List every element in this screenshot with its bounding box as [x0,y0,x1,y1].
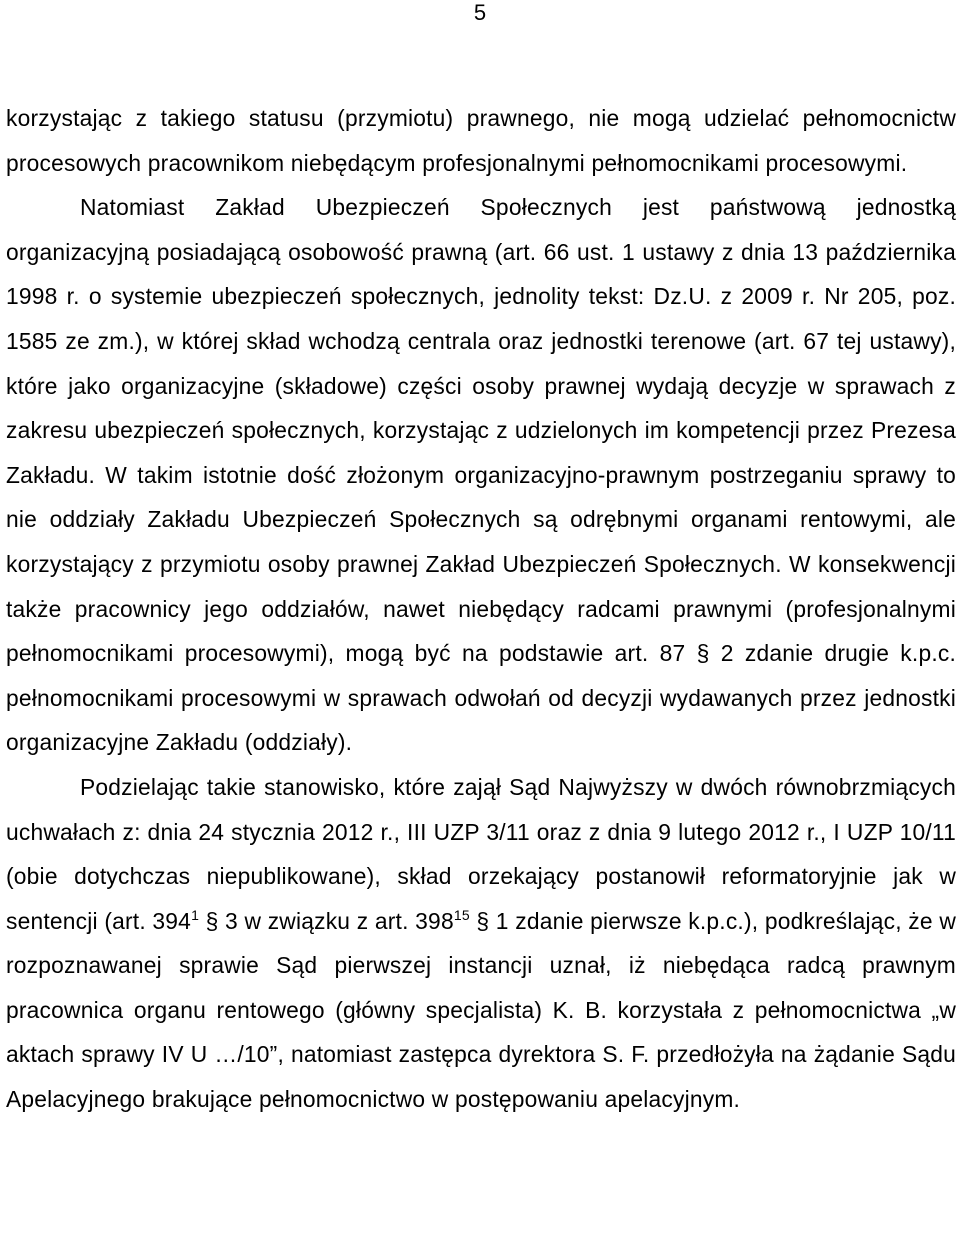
paragraph-text: § 1 zdanie pierwsze k.p.c.), podkreślając, że w rozpoznawanej sprawie Sąd pierwszej instancji uznał, iż niebędąca radcą prawnym pracownica organu rentowego (główny specjalista) K. B. korzystała z pełnomocnictwa „w aktach sprawy IV U …/10”, natomiast zastępca dyrektora S. F. przedłożyła na żądanie Sądu Apelacyjnego brakujące pełnomocnictwo w postępowaniu apelacyjnym. [6,907,957,1113]
paragraph [6,185,956,765]
superscript: 15 [453,906,470,923]
paragraph-text: Podzielając takie stanowisko, które zajął Sąd Najwyższy w dwóch równobrzmiących uchwałach z: dnia 24 stycznia 2012 r., III UZP 3/11 oraz z dnia 9 lutego 2012 r., I UZP 10/11 (obie dotychczas niepublikowane), skład orzekający postanowił reformatoryjnie jak w sentencji (art. 394 [6,773,956,934]
paragraph [6,765,956,1122]
paragraph-text: Natomiast Zakład Ubezpieczeń Społecznych jest państwową jednostką organizacyjną posiadającą osobowość prawną (art. 66 ust. 1 ustawy z dnia 13 października 1998 r. o systemie ubezpieczeń społecznych, jednolity tekst: Dz.U. z 2009 r. Nr 205, poz. 1585 ze zm.), w której skład wchodzą centrala oraz jednostki terenowe (art. 67 tej ustawy), które jako organizacyjne (składowe) części osoby prawnej wydają decyzje w sprawach z zakresu ubezpieczeń społecznych, korzystając z udzielonych im kompetencji przez Prezesa Zakładu. W takim istotnie dość złożonym organizacyjno-prawnym postrzeganiu sprawy to nie oddziały Zakładu Ubezpieczeń Społecznych są odrębnymi organami rentowymi, ale korzystający z przymiotu osoby prawnej Zakład Ubezpieczeń Społecznych. W konsekwencji także pracownicy jego oddziałów, nawet niebędący radcami prawnymi (profesjonalnymi pełnomocnikami procesowymi), mogą być na podstawie art. 87 § 2 zdanie drugie k.p.c. pełnomocnikami procesowymi w sprawach odwołań od decyzji wydawanych przez jednostki organizacyjne Zakładu (oddziały). [6,194,956,756]
page-number: 5 [473,0,487,25]
paragraph [6,96,956,185]
document-body [6,96,956,1122]
paragraph-text: korzystając z takiego statusu (przymiotu) prawnego, nie mogą udzielać pełnomocnictw procesowych pracownikom niebędącym profesjonalnymi pełnomocnikami procesowymi. [6,105,956,176]
superscript: 1 [191,906,200,923]
paragraph-text: § 3 w związku z art. 398 [199,907,454,934]
